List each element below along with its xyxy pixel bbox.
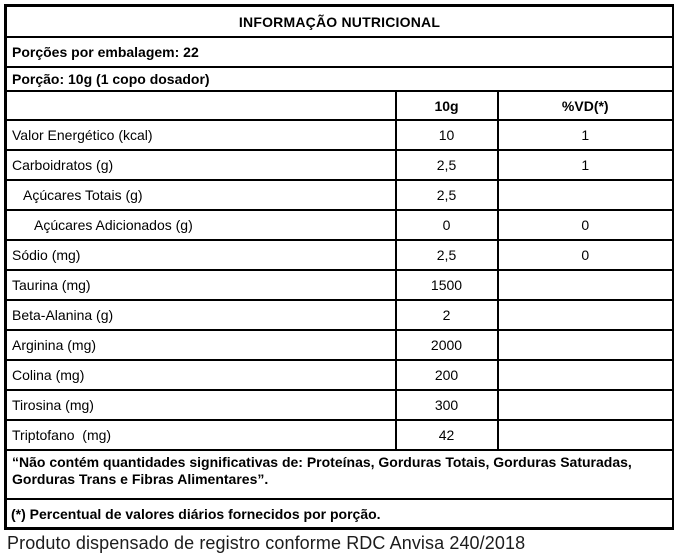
nutrient-label: Carboidratos (g) xyxy=(6,150,396,180)
nutrient-dv: 1 xyxy=(498,150,674,180)
servings-row xyxy=(6,37,674,67)
no-significant-amounts-row xyxy=(6,450,674,499)
nutrient-dv xyxy=(498,330,674,360)
table-row-arginine xyxy=(6,330,674,360)
table-row-energy xyxy=(6,120,674,150)
nutrition-facts-table xyxy=(4,4,674,530)
daily-value-note: (*) Percentual de valores diários fornecidos por porção. xyxy=(6,499,674,529)
nutrient-dv xyxy=(498,420,674,450)
nutrient-label: Açúcares Totais (g) xyxy=(6,180,396,210)
daily-value-note-row xyxy=(6,499,674,529)
table-row-tryptophan xyxy=(6,420,674,450)
nutrient-dv: 1 xyxy=(498,120,674,150)
nutrient-amount: 2,5 xyxy=(396,240,498,270)
nutrient-dv xyxy=(498,270,674,300)
table-row-added-sugars xyxy=(6,210,674,240)
nutrient-amount: 2,5 xyxy=(396,180,498,210)
nutrient-amount: 2 xyxy=(396,300,498,330)
nutrient-dv xyxy=(498,180,674,210)
table-row-tyrosine xyxy=(6,390,674,420)
nutrient-label: Triptofano (mg) xyxy=(6,420,396,450)
servings-per-package: Porções por embalagem: 22 xyxy=(6,37,674,67)
nutrient-dv xyxy=(498,390,674,420)
nutrient-label: Arginina (mg) xyxy=(6,330,396,360)
column-header-empty xyxy=(6,91,396,120)
nutrient-amount: 300 xyxy=(396,390,498,420)
nutrient-label: Valor Energético (kcal) xyxy=(6,120,396,150)
nutrient-amount: 0 xyxy=(396,210,498,240)
nutrient-label: Taurina (mg) xyxy=(6,270,396,300)
table-title: INFORMAÇÃO NUTRICIONAL xyxy=(6,6,674,38)
table-row-carbs xyxy=(6,150,674,180)
portion-size: Porção: 10g (1 copo dosador) xyxy=(6,67,674,91)
table-row-choline xyxy=(6,360,674,390)
nutrient-amount: 1500 xyxy=(396,270,498,300)
nutrient-dv xyxy=(498,300,674,330)
nutrient-amount: 42 xyxy=(396,420,498,450)
table-row-taurine xyxy=(6,270,674,300)
table-row-sodium xyxy=(6,240,674,270)
nutrient-amount: 200 xyxy=(396,360,498,390)
title-row xyxy=(6,6,674,38)
nutrient-amount: 2000 xyxy=(396,330,498,360)
nutrient-label: Açúcares Adicionados (g) xyxy=(6,210,396,240)
table-row-total-sugars xyxy=(6,180,674,210)
nutrient-label: Tirosina (mg) xyxy=(6,390,396,420)
nutrient-label: Sódio (mg) xyxy=(6,240,396,270)
no-significant-amounts-note: “Não contém quantidades significativas de: Proteínas, Gorduras Totais, Gorduras Saturadas, Gorduras Trans e Fibras Alimentares”. xyxy=(6,450,674,499)
nutrient-amount: 2,5 xyxy=(396,150,498,180)
portion-row xyxy=(6,67,674,91)
nutrient-dv xyxy=(498,360,674,390)
table-row-beta-alanine xyxy=(6,300,674,330)
nutrient-dv: 0 xyxy=(498,210,674,240)
nutrient-label: Colina (mg) xyxy=(6,360,396,390)
nutrient-dv: 0 xyxy=(498,240,674,270)
column-header-row xyxy=(6,91,674,120)
nutrient-label: Beta-Alanina (g) xyxy=(6,300,396,330)
column-header-amount: 10g xyxy=(396,91,498,120)
column-header-dv: %VD(*) xyxy=(498,91,674,120)
nutrient-amount: 10 xyxy=(396,120,498,150)
registration-exemption-note: Produto dispensado de registro conforme RDC Anvisa 240/2018 xyxy=(7,533,526,553)
